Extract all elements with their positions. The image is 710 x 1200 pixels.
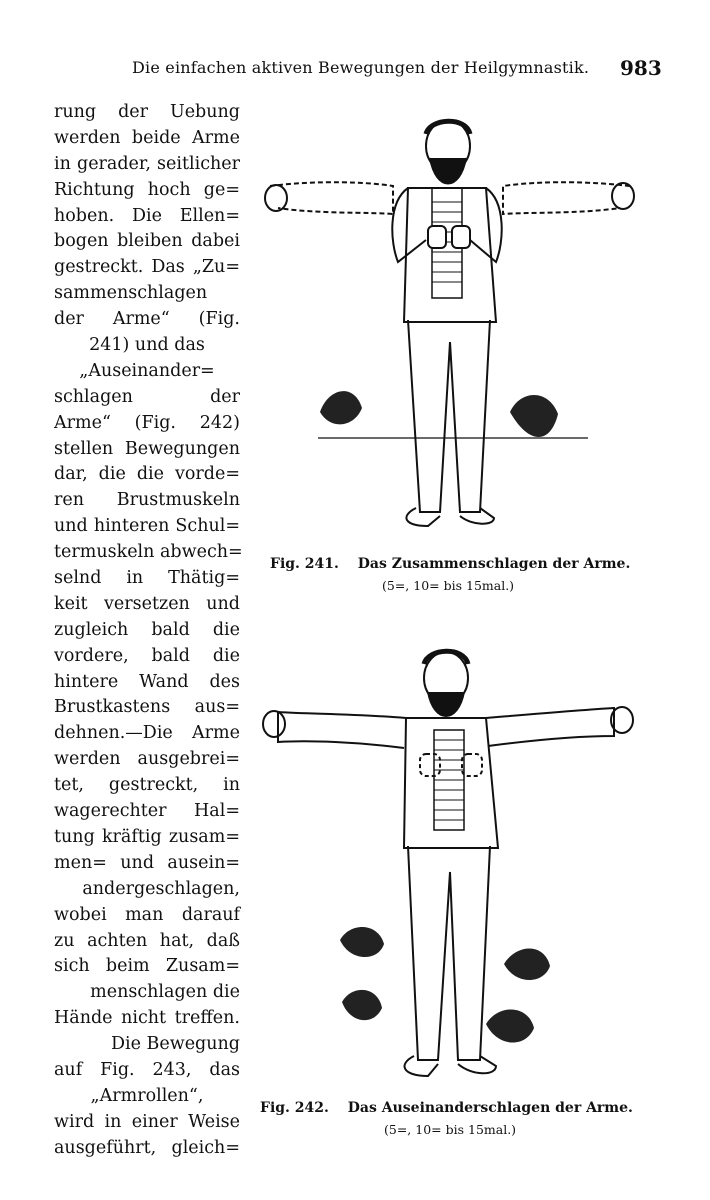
text-line: werden ausgebrei=	[54, 749, 240, 770]
text-line: Brustkastens aus=	[54, 697, 240, 718]
text-line: wird in einer Weise	[54, 1111, 240, 1132]
figure-label: Fig. 241.	[270, 556, 339, 572]
figure-title: Das Zusammenschlagen der Arme.	[357, 556, 631, 572]
text-line: Hände nicht treffen.	[54, 1008, 240, 1029]
figure-241-subcaption: (5=, 10= bis 15mal.)	[382, 578, 515, 593]
text-line: auf Fig. 243, das	[54, 1059, 240, 1080]
text-line: „Auseinander=	[79, 360, 215, 381]
text-line: zu achten hat, daß	[54, 930, 240, 951]
text-line: stellen Bewegungen	[54, 438, 240, 459]
text-line: schlagen der	[54, 386, 240, 407]
text-line: men= und ausein=	[54, 852, 240, 873]
text-line: „Armrollen“,	[90, 1085, 204, 1106]
text-line: zugleich bald die	[54, 619, 240, 640]
text-line: rung der Uebung	[54, 102, 240, 122]
text-line: ren Brustmuskeln	[54, 490, 240, 511]
text-line: wagerechter Hal=	[54, 801, 240, 822]
text-line: der Arme“ (Fig.	[54, 309, 240, 330]
text-line: 241) und das	[89, 335, 205, 356]
figure-title: Das Auseinanderschlagen der Arme.	[347, 1100, 633, 1116]
body-text-column	[54, 100, 243, 1162]
text-line: tet, gestreckt, in	[54, 775, 240, 796]
text-line: dehnen.—Die Arme	[54, 723, 240, 744]
text-line: Die Bewegung	[110, 1034, 240, 1055]
text-line: tung kräftig zusam=	[54, 826, 240, 847]
text-line: in gerader, seitlicher	[54, 153, 240, 174]
figure-241-illustration	[258, 112, 642, 552]
text-line: andergeschlagen,	[82, 878, 240, 899]
text-line: selnd in Thätig=	[54, 568, 240, 589]
man-arms-outstretched-illustration	[258, 640, 642, 1090]
figure-label: Fig. 242.	[260, 1100, 329, 1116]
text-line: Arme“ (Fig. 242)	[54, 412, 240, 433]
text-line: Richtung hoch ge=	[54, 179, 240, 200]
text-line: termuskeln abwech=	[54, 542, 243, 563]
running-title: Die einfachen aktiven Bewegungen der Heilgymnastik.	[132, 58, 590, 77]
text-line: gestreckt. Das „Zu=	[54, 257, 240, 278]
text-line: werden beide Arme	[54, 127, 240, 148]
text-line: hintere Wand des	[54, 671, 240, 692]
text-line: hoben. Die Ellen=	[54, 205, 240, 226]
text-line: menschlagen die	[90, 982, 240, 1003]
text-line: vordere, bald die	[54, 645, 240, 666]
figure-241-caption	[270, 556, 630, 572]
figure-242-caption	[260, 1100, 633, 1116]
page-number: 983	[620, 56, 662, 80]
text-line: dar, die die vorde=	[54, 464, 240, 485]
text-line: und hinteren Schul=	[54, 516, 240, 537]
figure-242-illustration	[258, 640, 642, 1090]
page-header	[0, 52, 710, 86]
text-line: wobei man darauf	[54, 904, 240, 925]
text-line: sich beim Zusam=	[54, 956, 240, 977]
figure-242-subcaption: (5=, 10= bis 15mal.)	[384, 1122, 517, 1137]
text-line: sammenschlagen	[54, 283, 208, 304]
man-arms-together-illustration	[258, 112, 642, 552]
text-line: keit versetzen und	[54, 593, 240, 614]
text-line: ausgeführt, gleich=	[54, 1137, 240, 1158]
text-line: bogen bleiben dabei	[54, 231, 240, 252]
